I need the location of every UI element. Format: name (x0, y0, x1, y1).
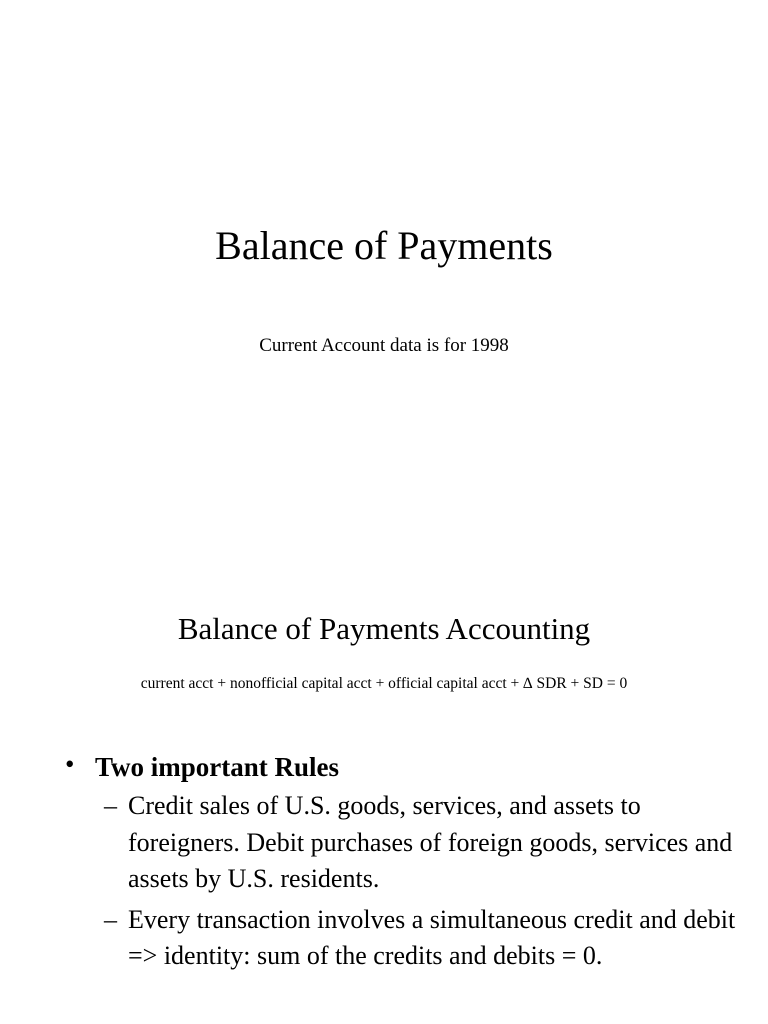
bullet-list (60, 750, 750, 979)
slide-title: Balance of Payments (215, 223, 553, 268)
bullet-text: Two important Rules (95, 752, 340, 782)
dash-marker: – (104, 904, 117, 934)
accounting-equation: current acct + nonofficial capital acct + official capital acct + ∆ SDR + SD = 0 (140, 675, 628, 692)
rule-item (95, 788, 750, 898)
dash-marker: – (104, 791, 117, 820)
rule-text: Credit sales of U.S. goods, services, and assets to foreigners. Debit purchases of foreign goods, services and assets by U.S. residents. (128, 791, 733, 893)
slide-accounting (0, 512, 768, 1024)
slide-subtitle: Current Account data is for 1998 (259, 335, 509, 356)
rule-item (95, 902, 750, 975)
rules-list (95, 788, 750, 975)
rule-text: Every transaction involves a simultaneous credit and debit => identity: sum of the credits and debits = 0. (128, 904, 736, 970)
bullet-item (60, 750, 750, 975)
bullet-marker: • (65, 749, 75, 779)
slide-title: Balance of Payments Accounting (177, 611, 591, 646)
